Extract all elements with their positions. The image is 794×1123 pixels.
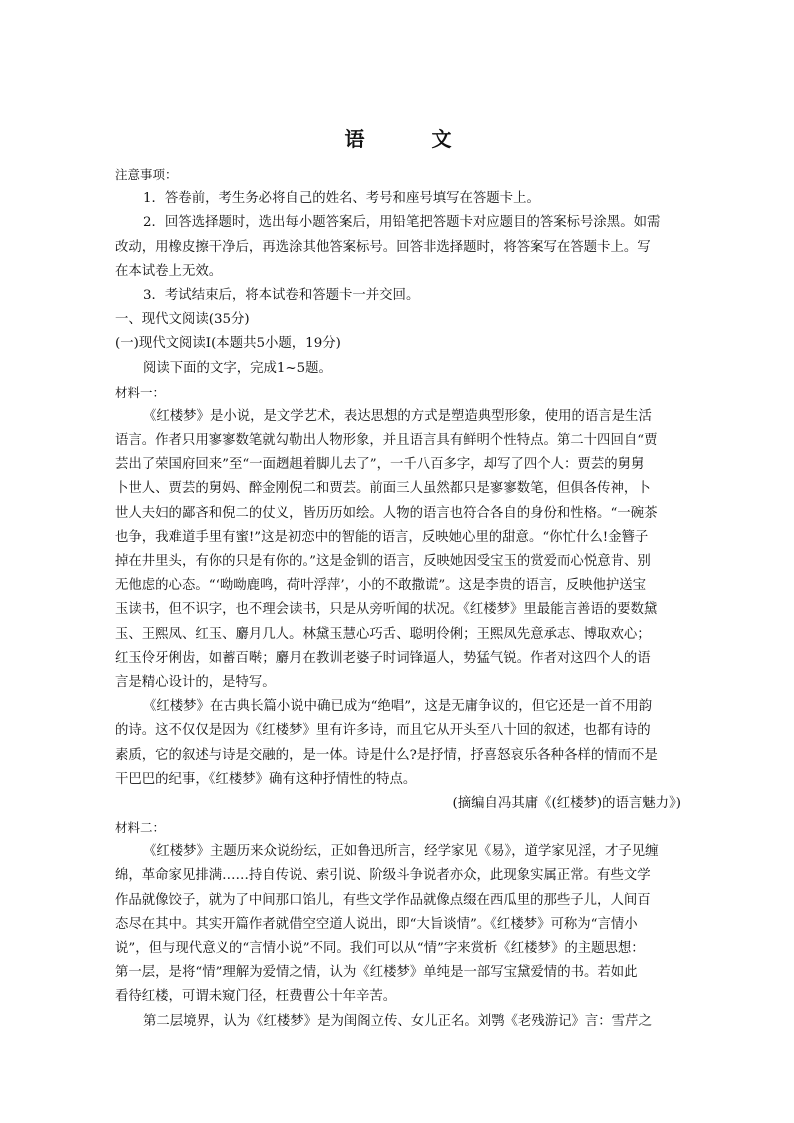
notice-item: 2．回答选择题时，选出每小题答案后，用铅笔把答题卡对应题目的答案标号涂黑。如需 xyxy=(143,215,661,231)
paragraph-line: 芸出了荣国府回来”至“一面趔趄着脚儿去了”，一千八百多字，却写了四个人：贾芸的舅舅 xyxy=(115,457,645,473)
notice-item: 改动，用橡皮擦干净后，再选涂其他答案标号。回答非选择题时，将答案写在答题卡上。写 xyxy=(115,239,651,255)
paragraph-line: 《红楼梦》是小说，是文学艺术，表达思想的方式是塑造典型形象，使用的语言是生活 xyxy=(143,408,652,424)
paragraph-line: 第二层境界，认为《红楼梦》是为闺阁立传、女儿正名。刘鹗《老残游记》言：雪芹之 xyxy=(143,1013,652,1029)
paragraph-line: 《红楼梦》在古典长篇小说中确已成为“绝唱”，这是无庸争议的，但它还是一首不用韵 xyxy=(143,699,653,715)
paragraph-line: 无他虑的心态。“‘呦呦鹿鸣，荷叶浮萍’，小的不敢撒谎”。这是李贵的语言，反映他护送宝 xyxy=(115,578,647,594)
paragraph-line: 玉、王熙凤、红玉、麝月几人。林黛玉慧心巧舌、聪明伶俐；王熙凤先意承志、博取欢心； xyxy=(115,626,651,642)
paragraph-line: 《红楼梦》主题历来众说纷纭，正如鲁迅所言，经学家见《易》，道学家见淫，才子见缠 xyxy=(143,844,659,860)
paragraph-line: 绵，革命家见排满……持自传说、索引说、阶级斗争说者亦众，此现象实属正常。有些文学 xyxy=(115,868,651,884)
paragraph-line: 也争，我难道手里有蜜!”这是初恋中的智能的语言，反映她心里的甜意。“你忙什么!金簪子 xyxy=(115,529,649,545)
material-label: 材料二： xyxy=(115,820,166,836)
paragraph-line: 言是精心设计的，是特写。 xyxy=(115,674,276,690)
paragraph-line: 语言。作者只用寥寥数笔就勾勒出人物形象，并且语言具有鲜明个性特点。第二十四回自“贾 xyxy=(115,433,658,449)
section-heading: 一、现代文阅读(35分) xyxy=(115,312,250,328)
source-citation: (摘编自冯其庸《(红楼梦)的语言魅力》) xyxy=(452,795,681,811)
document-body xyxy=(115,163,681,1034)
paragraph-line: 红玉伶牙俐齿，如蓄百啭；麝月在教训老婆子时词锋逼人，势猛气锐。作者对这四个人的语 xyxy=(115,650,651,666)
paragraph-line: 态尽在其中。其实开篇作者就借空空道人说出，即“大旨谈情”。《红楼梦》可称为“言情小 xyxy=(115,916,638,932)
instruction: 阅读下面的文字，完成1~5题。 xyxy=(143,360,332,376)
paragraph-line: 看待红楼，可谓未窥门径，枉费曹公十年辛苦。 xyxy=(115,989,397,1005)
paragraph-line: 作品就像饺子，就为了中间那口馅儿，有些文学作品就像点缀在西瓜里的那些子儿，人间百 xyxy=(115,892,651,908)
notice-heading: 注意事项： xyxy=(115,167,178,182)
paragraph-line: 说”，但与现代意义的“言情小说”不同。我们可以从“情”字来赏析《红楼梦》的主题思想： xyxy=(115,941,645,956)
notice-item: 3．考试结束后，将本试卷和答题卡一并交回。 xyxy=(143,287,420,303)
page-title: 语 文 xyxy=(344,127,482,151)
paragraph-line: 干巴巴的纪事，《红楼梦》确有这种抒情性的特点。 xyxy=(115,771,417,787)
notice-item: 1．答卷前，考生务必将自己的姓名、考号和座号填写在答题卡上。 xyxy=(143,191,540,207)
paragraph-line: 第一层，是将“情”理解为爱情之情，认为《红楼梦》单纯是一部写宝黛爱情的书。若如此 xyxy=(115,965,638,981)
paragraph-line: 世人夫妇的鄙吝和倪二的仗义，皆历历如绘。人物的语言也符合各自的身份和性格。“一碗茶 xyxy=(115,505,658,521)
paragraph-line: 素质，它的叙述与诗是交融的，是一体。诗是什么?是抒情，抒喜怒哀乐各种各样的情而不是 xyxy=(115,747,658,763)
subsection-heading: (一)现代文阅读Ⅰ(本题共5小题，19分) xyxy=(115,336,341,352)
notice-item: 在本试卷上无效。 xyxy=(115,263,223,279)
paragraph-line: 玉读书，但不识字，也不理会读书，只是从旁听闻的状况。《红楼梦》里最能言善语的要数黛 xyxy=(115,602,658,618)
paragraph-line: 卜世人、贾芸的舅妈、醉金刚倪二和贾芸。前面三人虽然都只是寥寥数笔，但俱各传神，卜 xyxy=(115,481,651,497)
paragraph-line: 的诗。这不仅仅是因为《红楼梦》里有许多诗，而且它从开头至八十回的叙述，也都有诗的 xyxy=(115,723,651,739)
paragraph-line: 掉在井里头，有你的只是有你的。”这是金钏的语言，反映她因受宝玉的赏爱而心悦意肯、别 xyxy=(115,554,651,569)
material-label: 材料一： xyxy=(115,384,166,400)
